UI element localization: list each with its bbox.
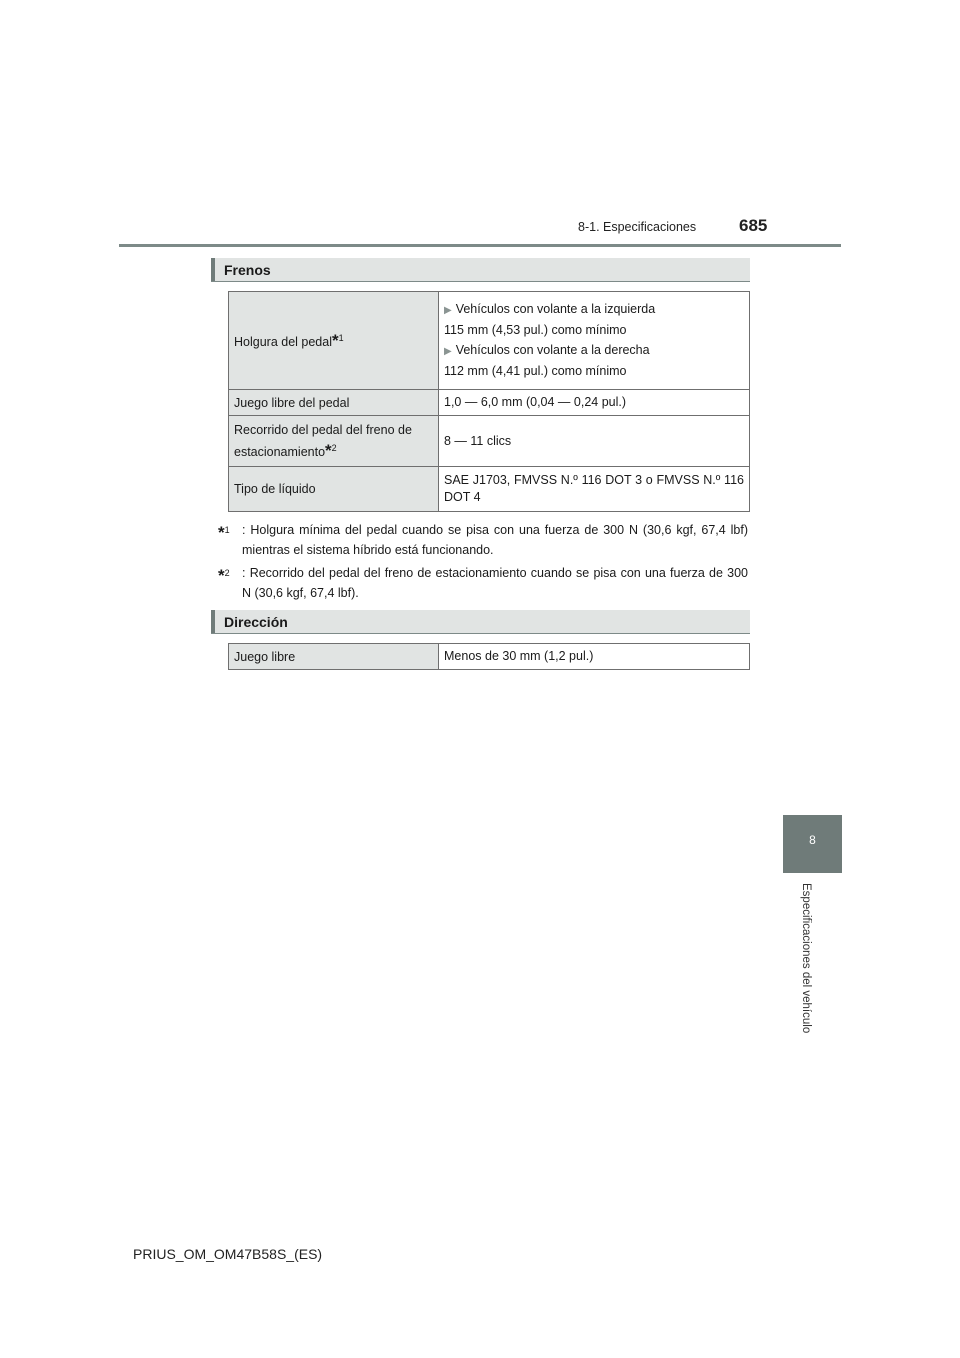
footnote-ref: 2 — [224, 568, 230, 578]
footnote-1 — [218, 520, 748, 560]
document-code: PRIUS_OM_OM47B58S_(ES) — [133, 1246, 323, 1262]
steering-table — [228, 643, 750, 670]
footnote-star: * — [218, 566, 225, 586]
steering-free-play-label: Juego libre — [229, 644, 439, 670]
heading-accent — [211, 610, 215, 633]
footnote-text: : Recorrido del pedal del freno de estacionamiento cuando se pisa con una fuerza de 300 N (30,6 kgf, 67,4 lbf). — [242, 566, 748, 600]
pedal-free-play-label: Juego libre del pedal — [229, 390, 439, 416]
section-heading-steering — [211, 610, 750, 634]
label-line: estacionamiento — [234, 445, 326, 460]
footnote-star: * — [332, 331, 339, 351]
table-row — [229, 292, 750, 390]
footnote-2 — [218, 563, 748, 603]
brakes-table — [228, 291, 750, 512]
steering-free-play-value: Menos de 30 mm (1,2 pul.) — [439, 644, 750, 670]
pedal-clearance-label — [229, 292, 439, 390]
table-row — [229, 467, 750, 512]
footnote-ref: 1 — [338, 333, 344, 344]
footnote-text: : Holgura mínima del pedal cuando se pisa con una fuerza de 300 N (30,6 kgf, 67,4 lbf) mientras el sistema híbrido está funcionando. — [242, 523, 748, 557]
chapter-tab — [783, 815, 842, 873]
footnote-ref: 2 — [331, 442, 337, 453]
label-line: Recorrido del pedal del freno de — [234, 422, 412, 437]
triangle-bullet-icon: ▶ — [444, 346, 452, 357]
chapter-label: Especificaciones del vehículo — [800, 883, 812, 1034]
page-number: 685 — [739, 216, 768, 235]
table-row — [229, 390, 750, 416]
section-title-brakes: Frenos — [224, 262, 271, 278]
fluid-type-value: SAE J1703, FMVSS N.º 116 DOT 3 o FMVSS N.º 116 DOT 4 — [439, 467, 750, 512]
table-row — [229, 644, 750, 670]
label-text: Holgura del pedal — [234, 335, 332, 350]
footnotes — [218, 520, 748, 606]
footnote-star: * — [325, 441, 332, 461]
table-row — [229, 416, 750, 467]
lhd-label: Vehículos con volante a la izquierda — [455, 302, 656, 316]
rhd-label: Vehículos con volante a la derecha — [455, 343, 650, 357]
footnote-star: * — [218, 523, 225, 543]
section-heading-brakes — [211, 258, 750, 282]
section-title-steering: Dirección — [224, 614, 288, 630]
parking-travel-label — [229, 416, 439, 467]
rhd-value: 112 mm (4,41 pul.) como mínimo — [444, 364, 627, 378]
section-title: 8-1. Especificaciones — [578, 220, 697, 234]
fluid-type-label: Tipo de líquido — [229, 467, 439, 512]
pedal-clearance-value — [439, 292, 750, 390]
pedal-free-play-value: 1,0 — 6,0 mm (0,04 — 0,24 pul.) — [439, 390, 750, 416]
footnote-ref: 1 — [224, 525, 230, 535]
heading-accent — [211, 258, 215, 281]
triangle-bullet-icon: ▶ — [444, 305, 452, 316]
parking-travel-value: 8 — 11 clics — [439, 416, 750, 467]
lhd-value: 115 mm (4,53 pul.) como mínimo — [444, 323, 627, 337]
chapter-number: 8 — [809, 833, 816, 847]
header-divider — [119, 244, 841, 247]
